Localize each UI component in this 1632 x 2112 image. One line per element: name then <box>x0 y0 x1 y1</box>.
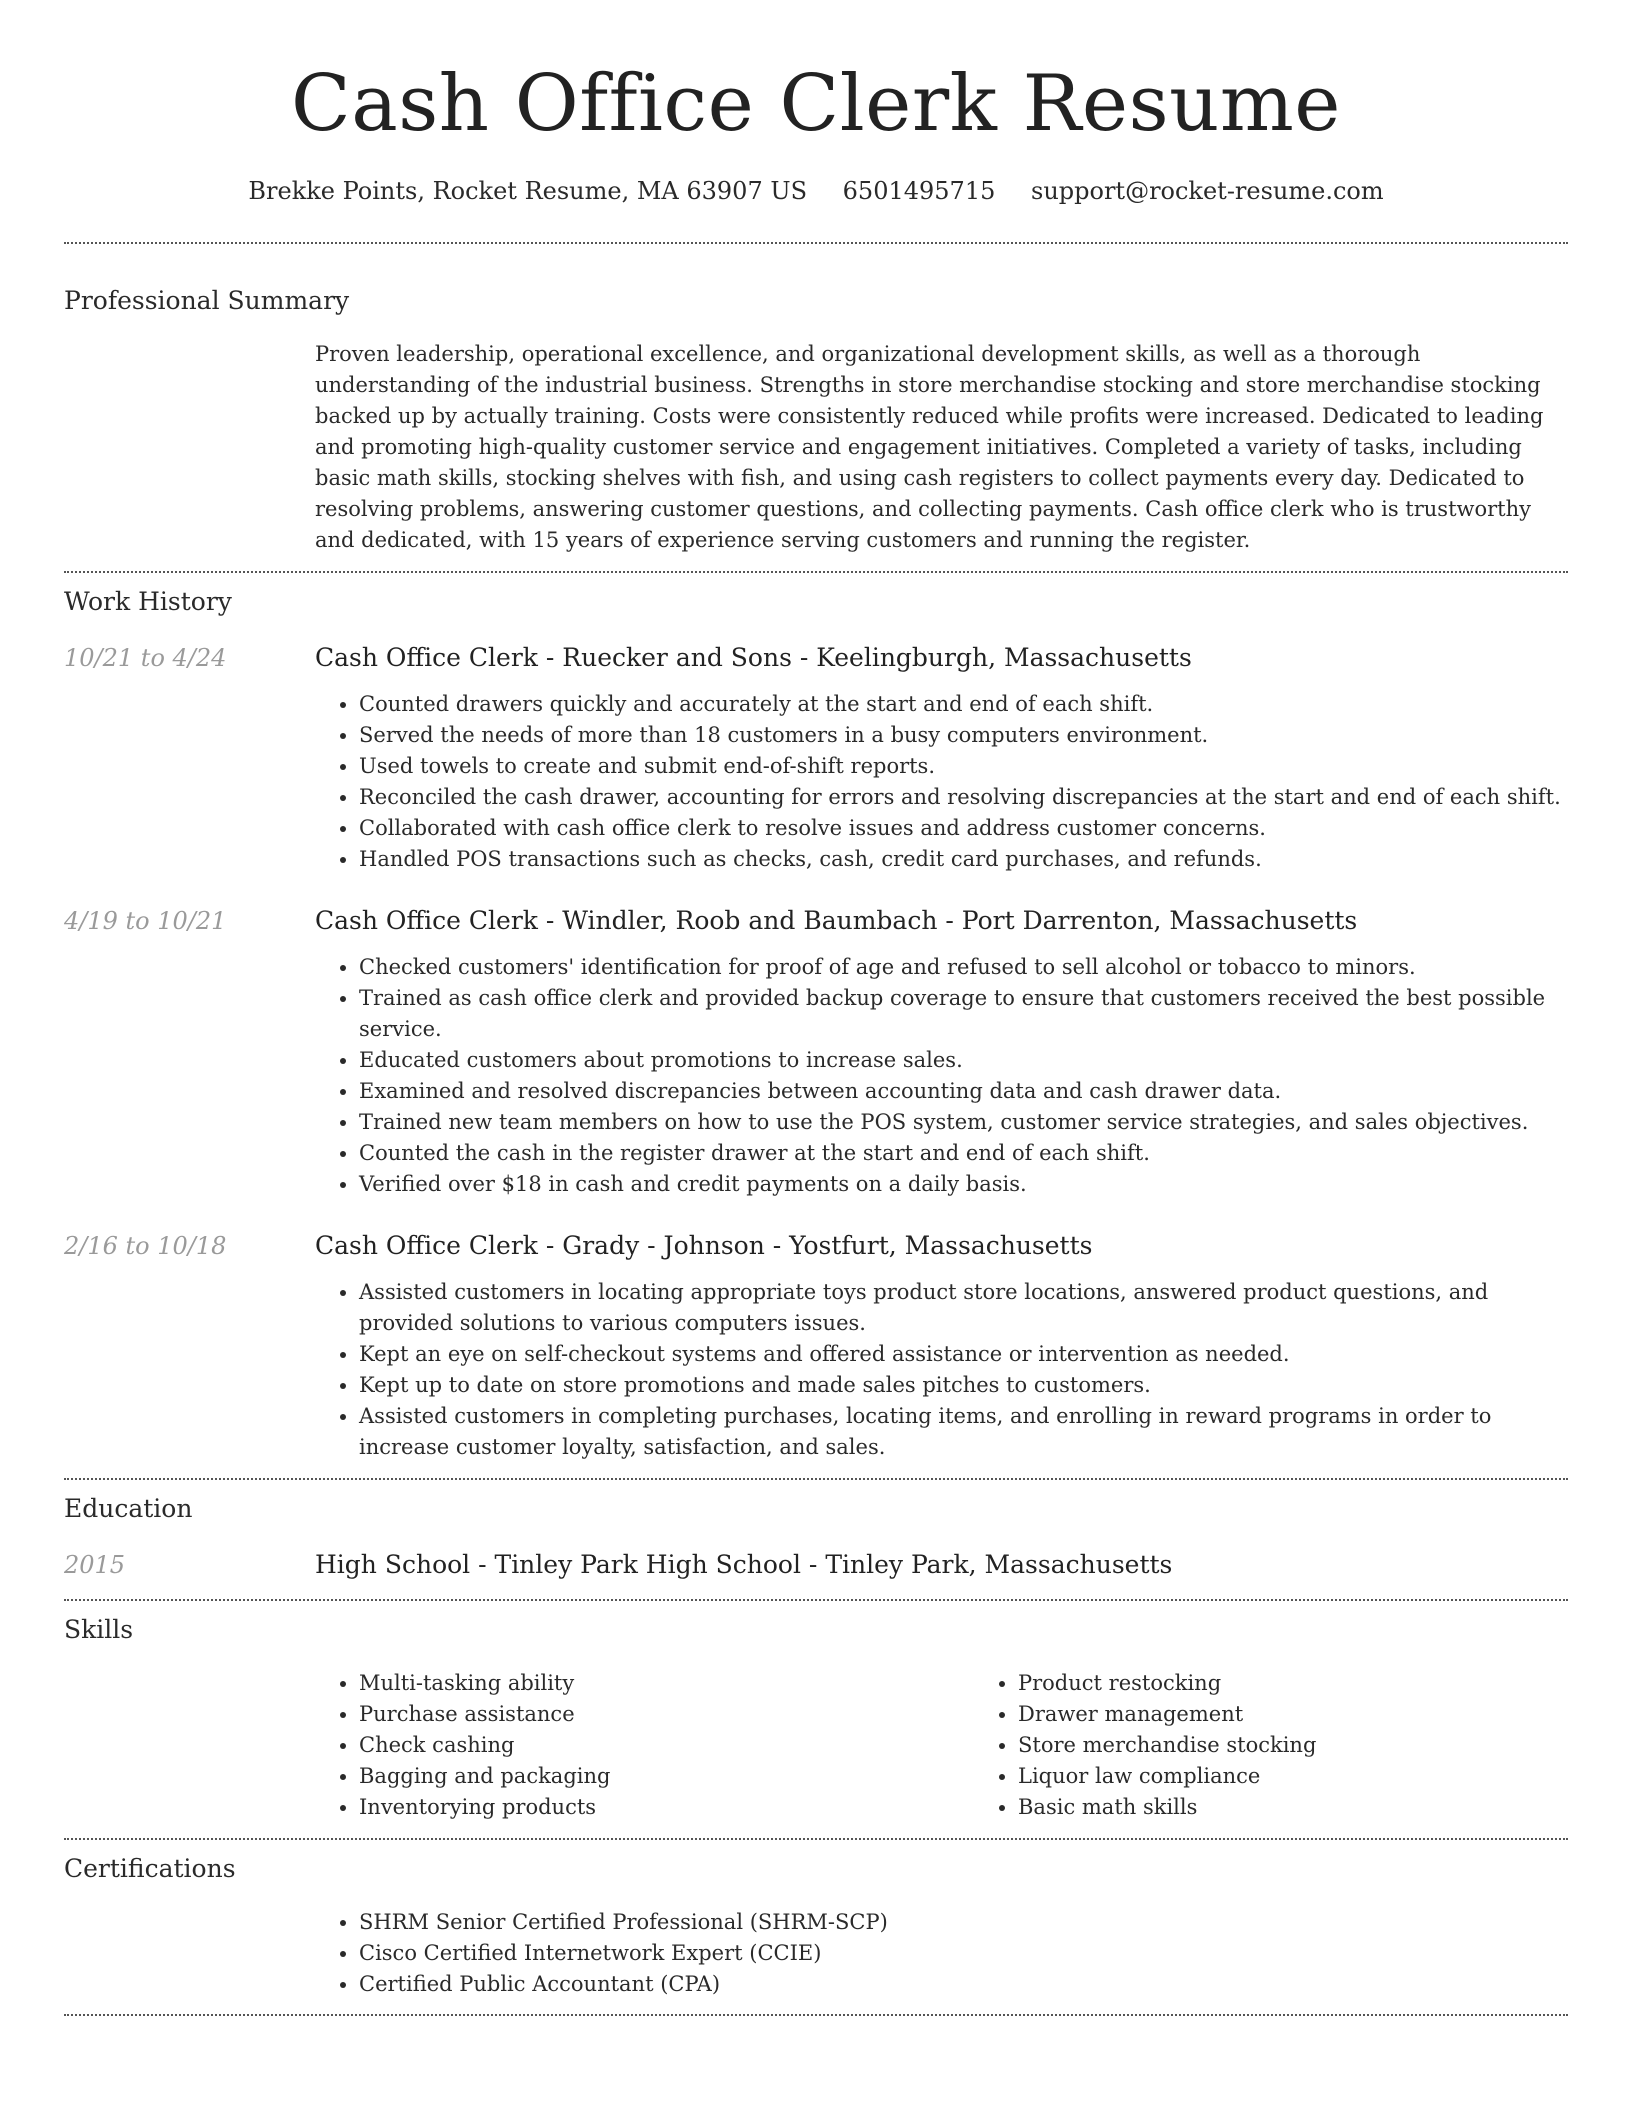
list-item: • Bagging and packaging <box>359 1761 974 1792</box>
list-item: • Purchase assistance <box>359 1699 974 1730</box>
contact-line <box>64 174 1568 208</box>
job-entry <box>64 1229 1568 1463</box>
list-item: • Store merchandise stocking <box>1018 1730 1632 1761</box>
divider <box>64 1838 1568 1840</box>
divider <box>64 571 1568 573</box>
list-item: • Basic math skills <box>1018 1792 1632 1823</box>
list-item: • Product restocking <box>1018 1668 1632 1699</box>
list-item: • Reconciled the cash drawer, accounting for errors and resolving discrepancies at the start and end of each shift. <box>359 782 1568 813</box>
list-item: • Educated customers about promotions to increase sales. <box>359 1045 1568 1076</box>
job-bullet-list <box>315 1277 1568 1463</box>
section-heading-summary: Professional Summary <box>64 286 350 315</box>
resume-title: Cash Office Clerk Resume <box>291 59 1341 149</box>
divider <box>64 242 1568 244</box>
job-title: Cash Office Clerk - Ruecker and Sons - Keelingburgh, Massachusetts <box>315 643 1192 672</box>
list-item: • Verified over $18 in cash and credit payments on a daily basis. <box>359 1169 1568 1200</box>
list-item: • Liquor law compliance <box>1018 1761 1632 1792</box>
job-bullet-list <box>315 689 1568 875</box>
section-certifications <box>64 1851 1568 2000</box>
list-item: • Used towels to create and submit end-of-shift reports. <box>359 751 1568 782</box>
education-year: 2015 <box>64 1551 126 1579</box>
list-item: • Assisted customers in completing purchases, locating items, and enrolling in reward programs in order to increase customer loyalty, satisfaction, and sales. <box>359 1401 1568 1463</box>
list-item: • Counted drawers quickly and accurately at the start and end of each shift. <box>359 689 1568 720</box>
summary-text: Proven leadership, operational excellence, and organizational development skills, as well as a thorough understanding of the industrial business. Strengths in store merchandise stocking and store merchandise stocking backed up by actually training. Costs were consistently reduced while profits were increased. Dedicated to leading and promoting high-quality customer service and engagement initiatives. Completed a variety of tasks, including basic math skills, stocking shelves with fish, and using cash registers to collect payments every day. Dedicated to resolving problems, answering customer questions, and collecting payments. Cash office clerk who is trustworthy and dedicated, with 15 years of experience serving customers and running the register. <box>315 342 1544 552</box>
job-entry <box>64 641 1568 875</box>
list-item: • Kept up to date on store promotions and made sales pitches to customers. <box>359 1370 1568 1401</box>
section-heading-certifications: Certifications <box>64 1854 236 1883</box>
skills-list-right <box>974 1668 1632 1823</box>
contact-phone: 6501495715 <box>842 177 996 205</box>
certifications-list <box>315 1907 1568 2000</box>
list-item: • Assisted customers in locating appropriate toys product store locations, answered product questions, and provided solutions to various computers issues. <box>359 1277 1568 1339</box>
list-item: • Check cashing <box>359 1730 974 1761</box>
resume-page <box>64 0 1568 2016</box>
list-item: • Inventorying products <box>359 1792 974 1823</box>
list-item: • Cisco Certified Internetwork Expert (CCIE) <box>359 1938 1568 1969</box>
section-summary <box>64 283 1568 556</box>
section-heading-education: Education <box>64 1494 193 1523</box>
list-item: • Examined and resolved discrepancies between accounting data and cash drawer data. <box>359 1076 1568 1107</box>
job-dates: 10/21 to 4/24 <box>64 644 227 672</box>
list-item: • Checked customers' identification for proof of age and refused to sell alcohol or tobacco to minors. <box>359 952 1568 983</box>
list-item: • Trained new team members on how to use the POS system, customer service strategies, and sales objectives. <box>359 1107 1568 1138</box>
education-title: High School - Tinley Park High School - Tinley Park, Massachusetts <box>315 1550 1173 1579</box>
list-item: • Collaborated with cash office clerk to resolve issues and address customer concerns. <box>359 813 1568 844</box>
list-item: • SHRM Senior Certified Professional (SHRM-SCP) <box>359 1907 1568 1938</box>
contact-email: support@rocket-resume.com <box>1031 177 1384 205</box>
job-dates: 2/16 to 10/18 <box>64 1232 227 1260</box>
list-item: • Trained as cash office clerk and provided backup coverage to ensure that customers received the best possible service. <box>359 983 1568 1045</box>
job-entry <box>64 904 1568 1200</box>
list-item: • Multi-tasking ability <box>359 1668 974 1699</box>
divider <box>64 2014 1568 2016</box>
contact-address: Brekke Points, Rocket Resume, MA 63907 US <box>248 177 808 205</box>
section-heading-skills: Skills <box>64 1615 134 1644</box>
section-education <box>64 1491 1568 1582</box>
divider <box>64 1599 1568 1601</box>
skills-list-left <box>315 1668 974 1823</box>
job-title: Cash Office Clerk - Windler, Roob and Baumbach - Port Darrenton, Massachusetts <box>315 906 1358 935</box>
divider <box>64 1478 1568 1480</box>
job-title: Cash Office Clerk - Grady - Johnson - Yostfurt, Massachusetts <box>315 1231 1093 1260</box>
section-work-history <box>64 584 1568 1463</box>
section-skills <box>64 1612 1568 1823</box>
job-dates: 4/19 to 10/21 <box>64 907 227 935</box>
list-item: • Served the needs of more than 18 customers in a busy computers environment. <box>359 720 1568 751</box>
list-item: • Kept an eye on self-checkout systems and offered assistance or intervention as needed. <box>359 1339 1568 1370</box>
list-item: • Handled POS transactions such as checks, cash, credit card purchases, and refunds. <box>359 844 1568 875</box>
list-item: • Certified Public Accountant (CPA) <box>359 1969 1568 2000</box>
job-bullet-list <box>315 952 1568 1200</box>
list-item: • Counted the cash in the register drawer at the start and end of each shift. <box>359 1138 1568 1169</box>
list-item: • Drawer management <box>1018 1699 1632 1730</box>
section-heading-work-history: Work History <box>64 587 232 616</box>
